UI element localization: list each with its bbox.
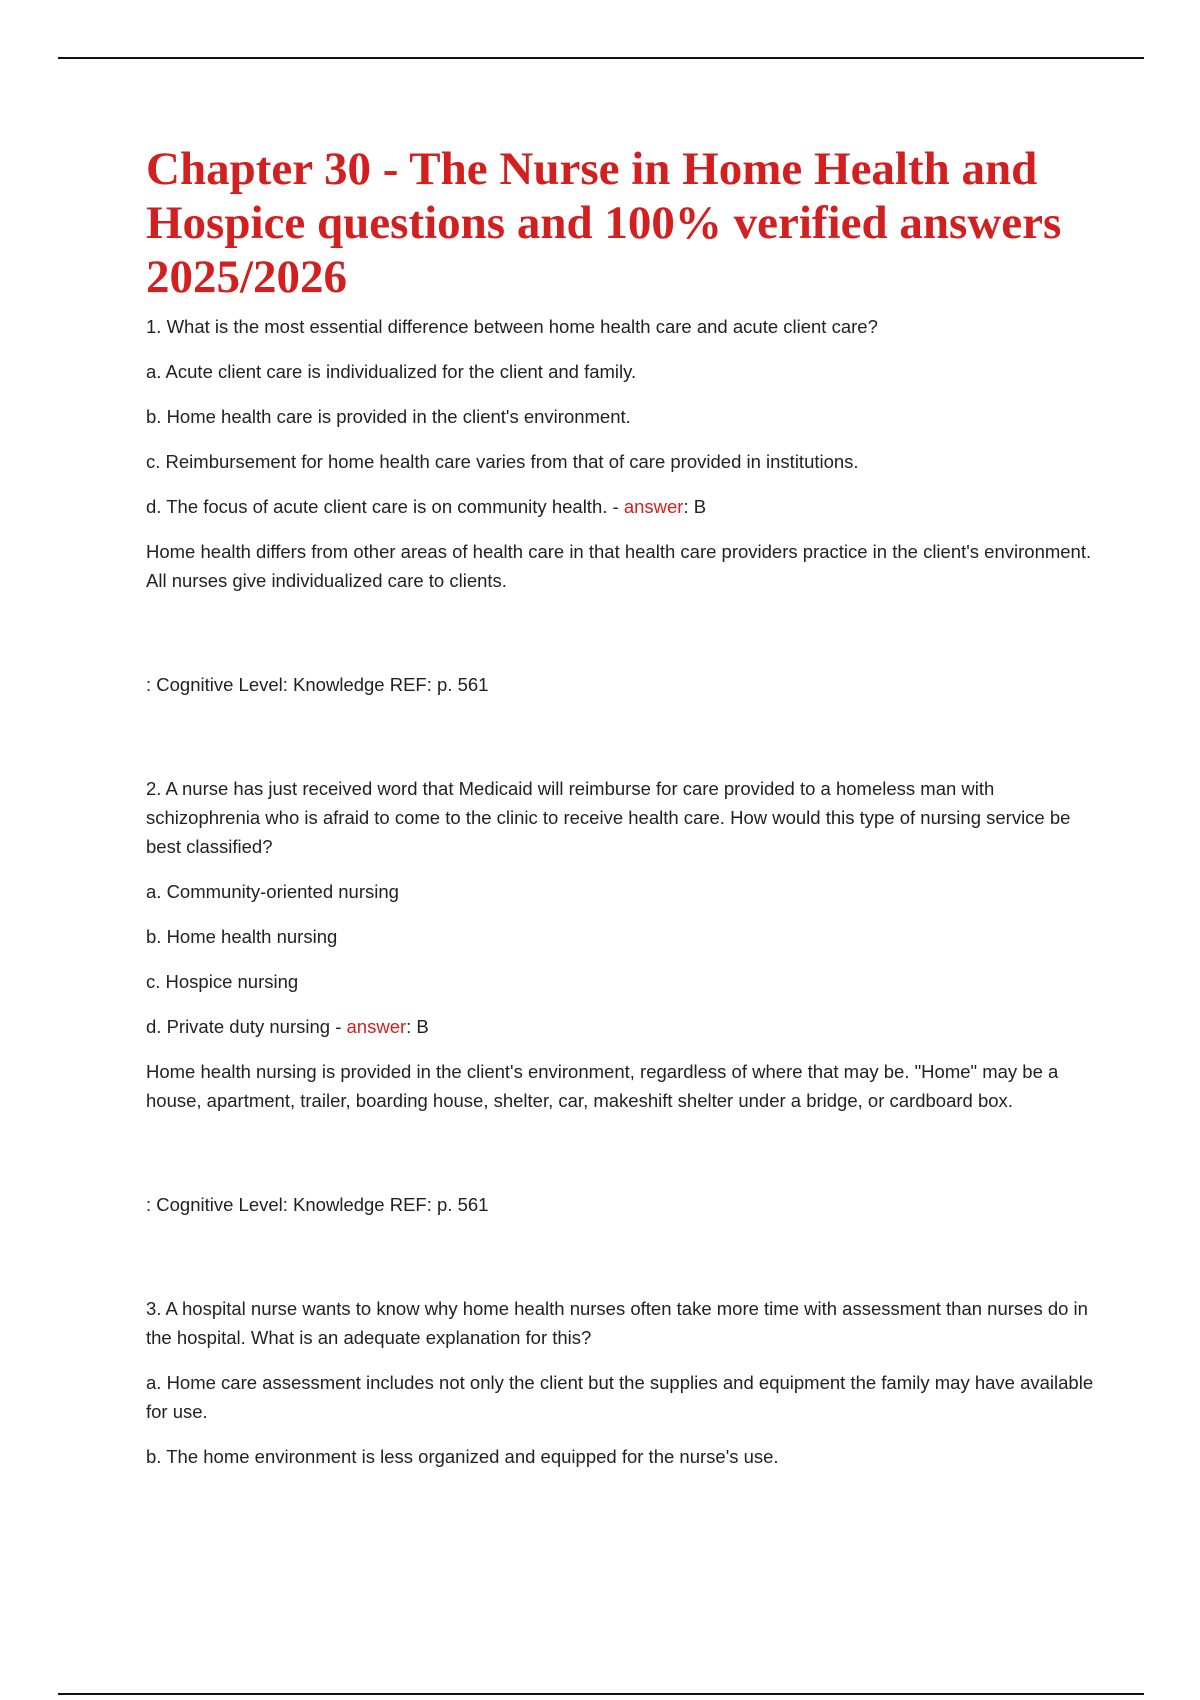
answer-value: : B xyxy=(406,1016,429,1037)
option-a: a. Home care assessment includes not only the client but the supplies and equipment the family may have available for use. xyxy=(146,1372,1094,1422)
option-a: a. Community-oriented nursing xyxy=(146,881,399,902)
answer-label: answer xyxy=(346,1016,407,1037)
rationale: Home health differs from other areas of health care in that health care providers practice in the client's environment. All nurses give individualized care to clients. xyxy=(146,541,1092,591)
option-d-text: d. The focus of acute client care is on community health. - xyxy=(146,496,624,517)
option-b: b. Home health care is provided in the client's environment. xyxy=(146,406,631,427)
document-title: Chapter 30 - The Nurse in Home Health and Hospice questions and 100% verified answers 2025/2026 xyxy=(146,143,1062,303)
answer-value: : B xyxy=(683,496,707,517)
spacer xyxy=(146,1131,1096,1190)
reference: : Cognitive Level: Knowledge REF: p. 561 xyxy=(146,1194,489,1215)
document-body xyxy=(146,142,1096,1487)
option-b: b. Home health nursing xyxy=(146,926,338,947)
question-2 xyxy=(146,774,1096,1294)
option-d xyxy=(146,492,1096,521)
question-1 xyxy=(146,312,1096,774)
rationale: Home health nursing is provided in the client's environment, regardless of where that may be. "Home" may be a house, apartment, trailer, boarding house, shelter, car, makeshift shelter under a bridge, or cardboard box. xyxy=(146,1061,1059,1111)
reference: : Cognitive Level: Knowledge REF: p. 561 xyxy=(146,674,489,695)
question-stem: 1. What is the most essential difference between home health care and acute client care? xyxy=(146,316,878,337)
option-a: a. Acute client care is individualized for the client and family. xyxy=(146,361,637,382)
spacer xyxy=(146,715,1096,774)
question-stem: 2. A nurse has just received word that Medicaid will reimburse for care provided to a homeless man with schizophrenia who is afraid to come to the clinic to receive health care. How would this type of nursing service be best classified? xyxy=(146,778,1071,857)
spacer xyxy=(146,611,1096,670)
spacer xyxy=(146,1235,1096,1294)
answer-label: answer xyxy=(623,496,684,517)
top-rule xyxy=(58,57,1144,59)
question-stem: 3. A hospital nurse wants to know why home health nurses often take more time with assessment than nurses do in the hospital. What is an adequate explanation for this? xyxy=(146,1298,1088,1348)
option-c: c. Hospice nursing xyxy=(146,971,299,992)
option-b: b. The home environment is less organized and equipped for the nurse's use. xyxy=(146,1446,779,1467)
option-d xyxy=(146,1012,1096,1041)
option-c: c. Reimbursement for home health care varies from that of care provided in institutions. xyxy=(146,451,859,472)
question-3 xyxy=(146,1294,1096,1471)
option-d-text: d. Private duty nursing - xyxy=(146,1016,347,1037)
bottom-rule xyxy=(58,1693,1144,1695)
